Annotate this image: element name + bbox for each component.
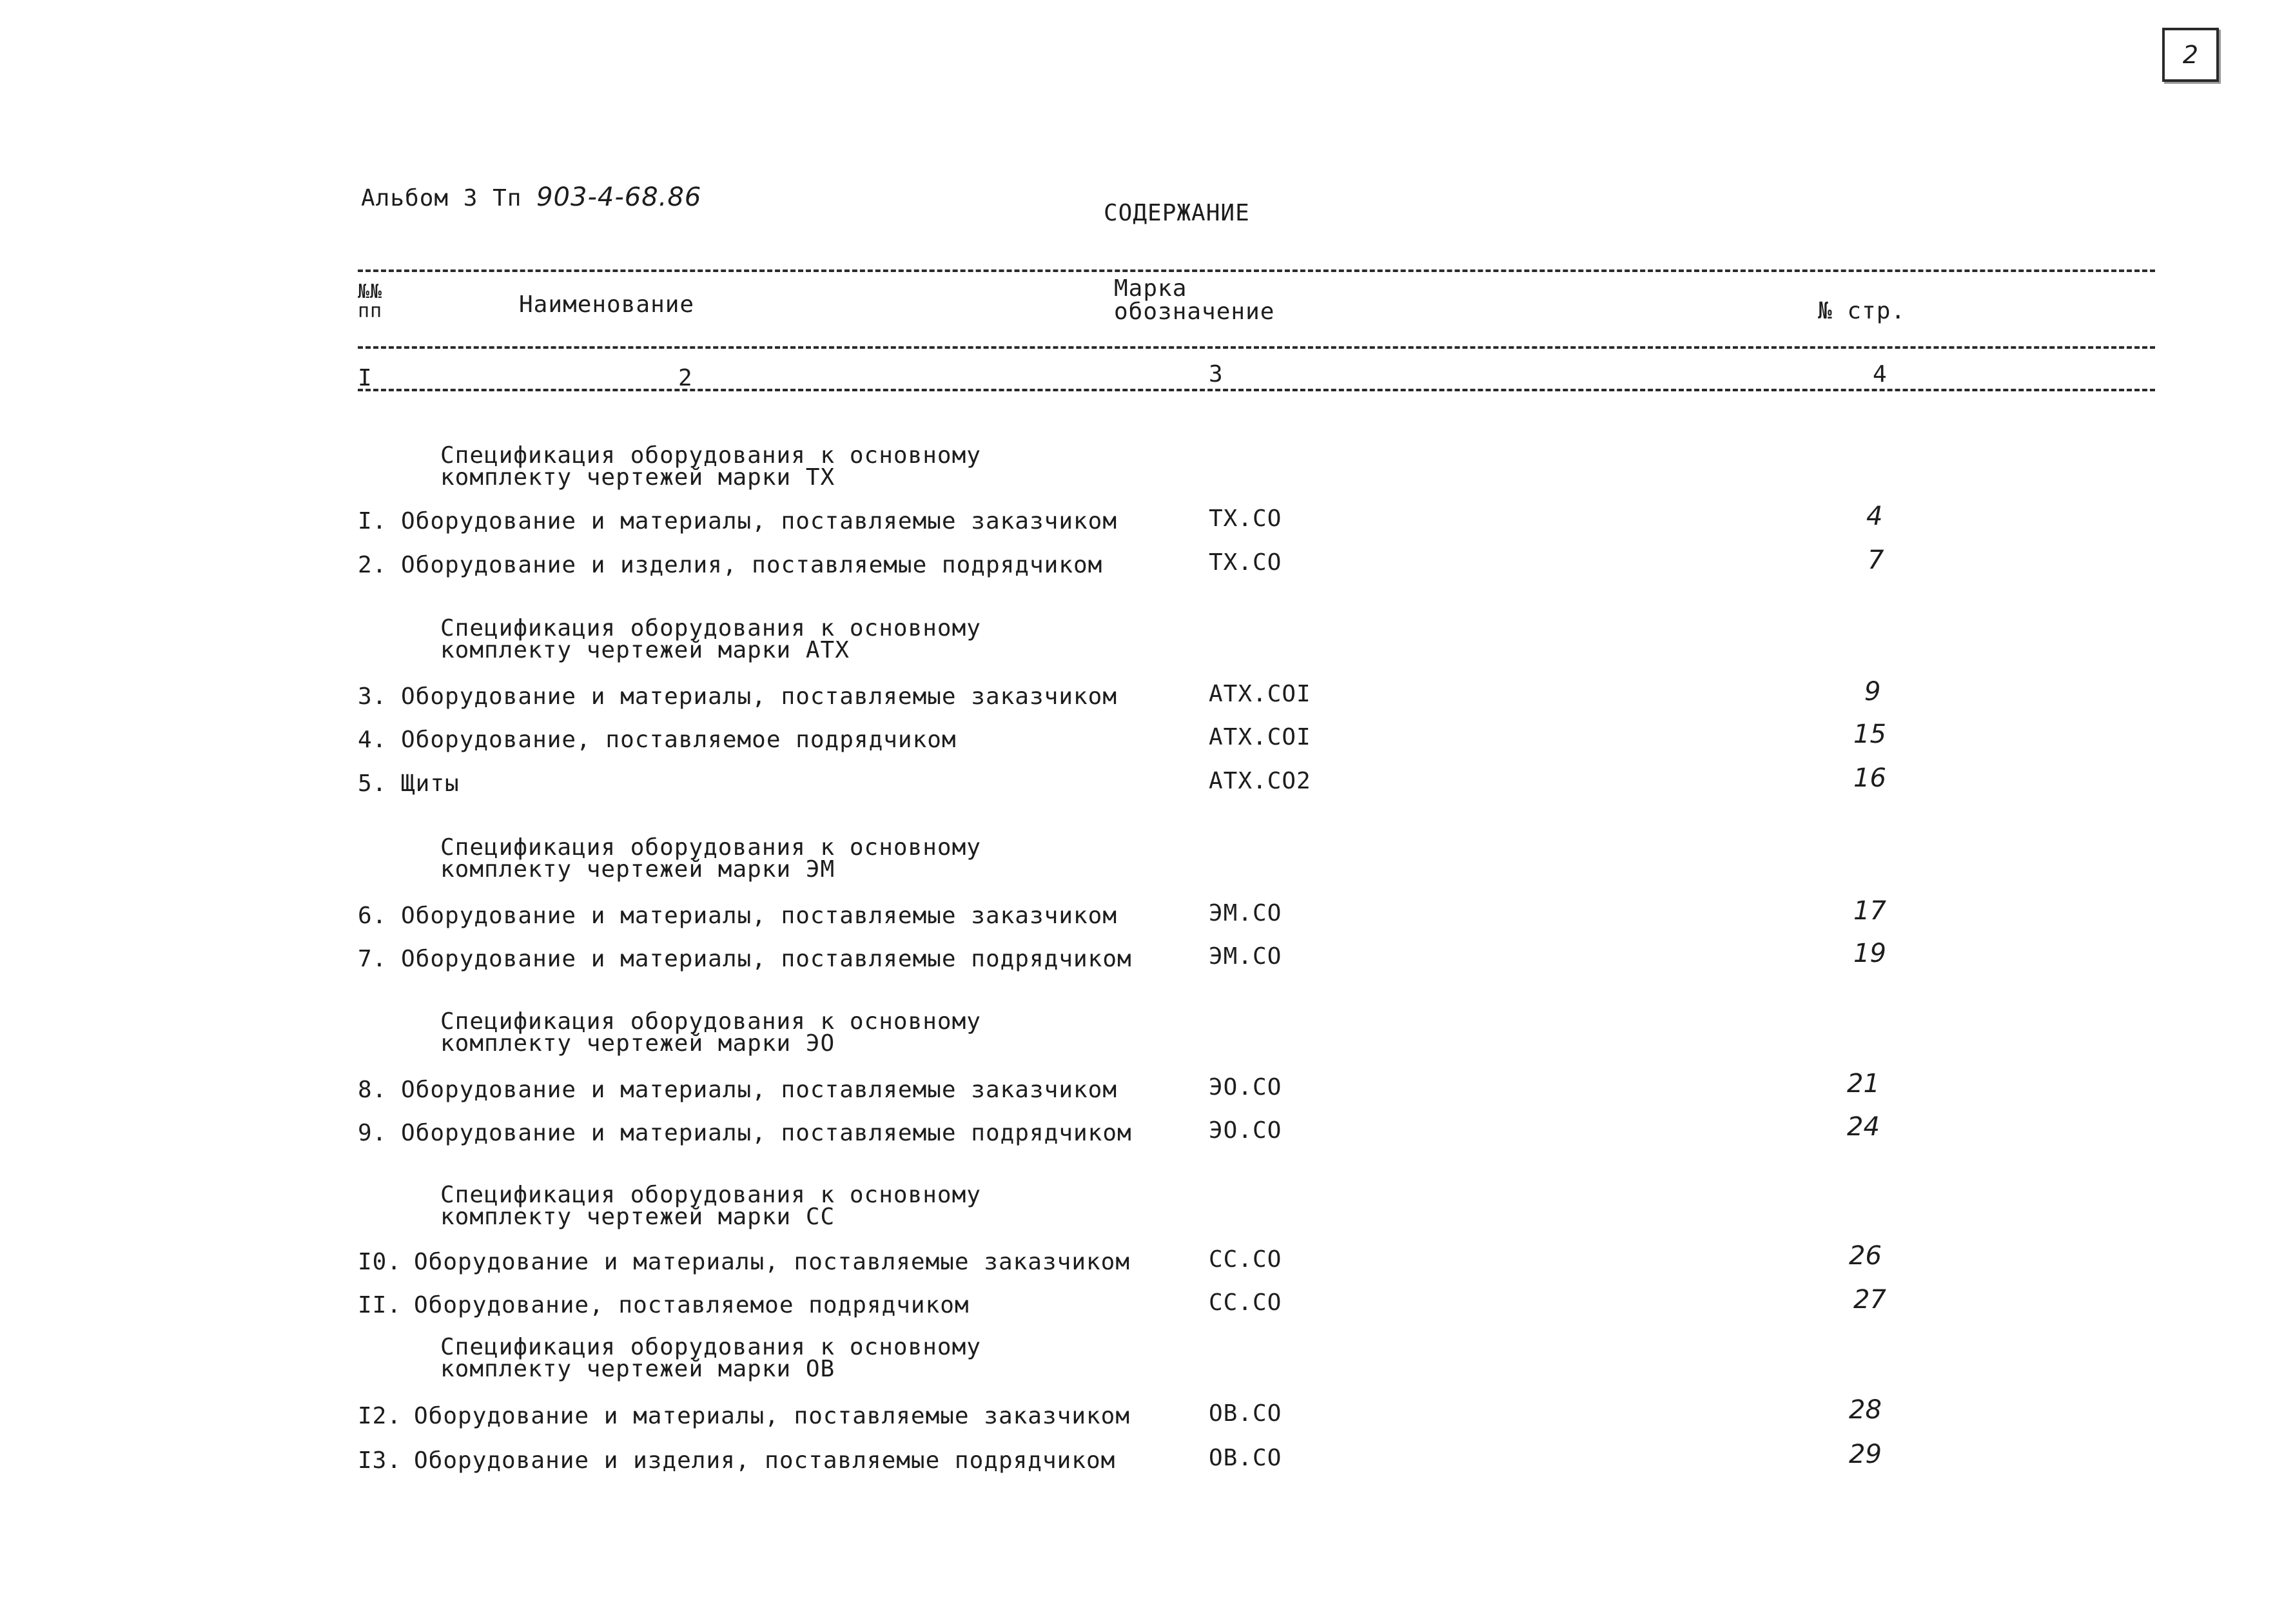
row-number: 5. — [358, 770, 387, 797]
row-page: 19 — [1853, 939, 1886, 968]
page-number-box — [2162, 28, 2219, 82]
col-header-page: № стр. — [1818, 298, 1906, 324]
row-name: Оборудование, поставляемое подрядчиком — [401, 727, 957, 753]
row-number: II. — [358, 1292, 402, 1318]
row-name: Оборудование и материалы, поставляемые заказчиком — [414, 1249, 1131, 1275]
row-number: 8. — [358, 1077, 387, 1103]
col-index-3: 3 — [1209, 361, 1224, 387]
row-mark: АТХ.СОI — [1209, 681, 1311, 707]
row-mark: ЭО.СО — [1209, 1117, 1282, 1144]
row-mark: ЭО.СО — [1209, 1074, 1282, 1101]
group-title: Спецификация оборудования к основному комплекту чертежей марки СС — [440, 1182, 981, 1230]
col-header-mark: Марка обозначение — [1114, 275, 1275, 325]
header-rule-bottom — [358, 389, 2155, 391]
row-page: 4 — [1866, 502, 1883, 531]
row-name: Оборудование и материалы, поставляемые подрядчиком — [401, 1120, 1132, 1146]
album-printed: Альбом 3 Тп — [361, 185, 522, 211]
row-page: 26 — [1849, 1241, 1882, 1271]
row-number: I2. — [358, 1403, 402, 1429]
row-number: I0. — [358, 1249, 402, 1275]
row-name: Оборудование и материалы, поставляемые заказчиком — [401, 683, 1118, 710]
row-mark: АТХ.СО2 — [1209, 768, 1311, 794]
row-mark: СС.СО — [1209, 1246, 1282, 1273]
group-title: Спецификация оборудования к основному комплекту чертежей марки ТХ — [440, 442, 981, 491]
row-name: Оборудование и материалы, поставляемые подрядчиком — [401, 946, 1132, 972]
row-page: 29 — [1849, 1440, 1882, 1469]
row-page: 17 — [1853, 896, 1886, 926]
row-number: 3. — [358, 683, 387, 710]
page-number: 2 — [2182, 41, 2199, 69]
row-page: 27 — [1853, 1285, 1886, 1315]
header-rule-middle — [358, 346, 2155, 349]
header-rule-top — [358, 269, 2155, 272]
row-mark: ТХ.СО — [1209, 505, 1282, 532]
row-name: Оборудование, поставляемое подрядчиком — [414, 1292, 970, 1318]
row-mark: ТХ.СО — [1209, 549, 1282, 576]
row-number: I. — [358, 508, 387, 534]
row-name: Оборудование и изделия, поставляемые подрядчиком — [401, 552, 1103, 578]
row-name: Оборудование и материалы, поставляемые заказчиком — [414, 1403, 1131, 1429]
row-page: 21 — [1847, 1069, 1880, 1099]
row-number: 6. — [358, 903, 387, 929]
row-number: 4. — [358, 727, 387, 753]
row-number: 7. — [358, 946, 387, 972]
row-mark: ЭМ.СО — [1209, 943, 1282, 970]
album-label — [361, 182, 701, 212]
row-mark: ОВ.СО — [1209, 1445, 1282, 1471]
group-title: Спецификация оборудования к основному комплекту чертежей марки ОВ — [440, 1334, 981, 1382]
group-title: Спецификация оборудования к основному комплекту чертежей марки ЭО — [440, 1008, 981, 1057]
col-header-number: №№ пп — [358, 280, 383, 322]
row-name: Щиты — [401, 770, 460, 797]
row-mark: АТХ.СОI — [1209, 724, 1311, 750]
row-page: 24 — [1847, 1112, 1880, 1142]
row-page: 16 — [1853, 763, 1886, 793]
col-index-4: 4 — [1873, 361, 1888, 387]
row-number: 9. — [358, 1120, 387, 1146]
col-index-1: I — [358, 365, 373, 391]
row-number: 2. — [358, 552, 387, 578]
row-page: 15 — [1853, 719, 1886, 749]
row-page: 9 — [1864, 677, 1881, 707]
row-name: Оборудование и материалы, поставляемые заказчиком — [401, 903, 1118, 929]
row-number: I3. — [358, 1447, 402, 1474]
group-title: Спецификация оборудования к основному комплекту чертежей марки АТХ — [440, 615, 981, 663]
row-mark: ЭМ.СО — [1209, 900, 1282, 926]
row-page: 28 — [1849, 1395, 1882, 1425]
row-name: Оборудование и материалы, поставляемые заказчиком — [401, 508, 1118, 534]
col-header-name: Наименование — [519, 291, 695, 318]
group-title: Спецификация оборудования к основному комплекту чертежей марки ЭМ — [440, 834, 981, 883]
col-index-2: 2 — [678, 365, 693, 391]
row-mark: ОВ.СО — [1209, 1400, 1282, 1427]
row-mark: СС.СО — [1209, 1289, 1282, 1316]
album-handwritten: 903-4-68.86 — [536, 182, 702, 212]
document-title: СОДЕРЖАНИЕ — [1104, 200, 1250, 226]
row-name: Оборудование и материалы, поставляемые заказчиком — [401, 1077, 1118, 1103]
row-name: Оборудование и изделия, поставляемые подрядчиком — [414, 1447, 1116, 1474]
row-page: 7 — [1868, 545, 1884, 575]
